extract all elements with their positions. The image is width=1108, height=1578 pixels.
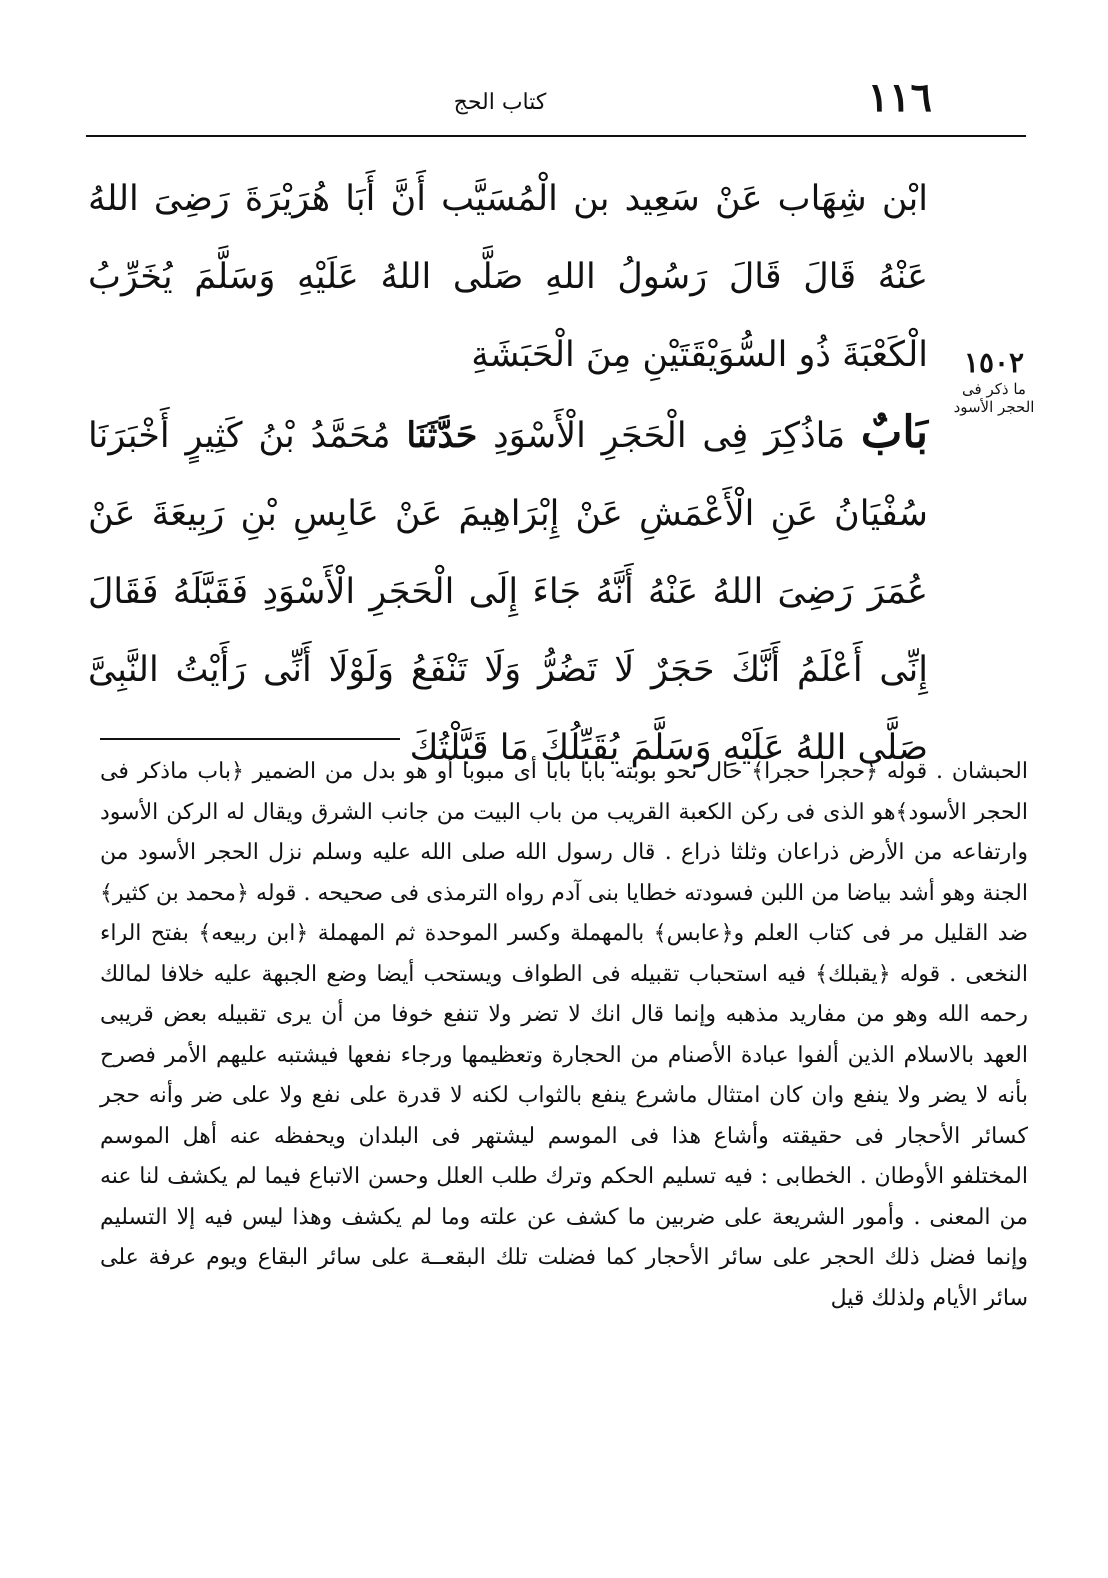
hadith-number: ١٥٠٢ (963, 346, 1025, 379)
hadith-1: ابْن شِهَاب عَنْ سَعِيد بن الْمُسَيَّب أَنَّ أَبَا هُرَيْرَةَ رَضِىَ اللهُ عَنْهُ قَالَ قَالَ رَسُولُ اللهِ صَلَّى اللهُ عَلَيْهِ وَسَلَّمَ يُخَرِّبُ الْكَعْبَةَ ذُو السُّوَيْقَتَيْنِ مِنَ الْحَبَشَةِ (88, 179, 928, 375)
page-number: ١١٦ (867, 74, 932, 121)
running-title: كتاب الحج (453, 90, 547, 115)
footnote-separator (100, 738, 400, 740)
hadith-text-block (88, 160, 928, 787)
haddathana-word: حَدَّثَنَا (406, 415, 478, 456)
margin-chapter-title: ما ذكر فى الحجر الأسود (953, 380, 1035, 416)
bab-label: بَابٌ (860, 407, 928, 458)
commentary-block: الحبشان . قوله ﴿حجرا حجرا﴾ حال نحو بوبته بابا بابا أى مبوبا أو هو بدل من الضمير ﴿باب ماذكر فى الحجر الأسود﴾هو الذى فى ركن الكعبة القريب من باب البيت من جانب الشرق ويقال له الركن الأسود وارتفاعه من الأرض ذراعان وثلثا ذراع . قال رسول الله صلى الله عليه وسلم نزل الحجر الأسود من الجنة وهو أشد بياضا من اللبن فسودته خطايا بنى آدم رواه الترمذى فى صحيحه . قوله ﴿محمد بن كثير﴾ ضد القليل مر فى كتاب العلم و﴿عابس﴾ بالمهملة وكسر الموحدة ثم المهملة ﴿ابن ربيعه﴾ بفتح الراء النخعى . قوله ﴿يقبلك﴾ فيه استحباب تقبيله فى الطواف ويستحب أيضا وضع الجبهة عليه خلافا لمالك رحمه الله وهو من مفاريد مذهبه وإنما قال انك لا تضر ولا تنفع خوفا من أن يرى تقبيله بعض قريبى العهد بالاسلام الذين ألفوا عبادة الأصنام من الحجارة وتعظيمها ورجاء نفعها فيشتبه عليهم الأمر فصرح بأنه لا يضر ولا ينفع وان كان امتثال ماشرع ينفع بالثواب لكنه لا قدرة على نفع ولا على ضر وأنه حجر كسائر الأحجار فى حقيقته وأشاع هذا فى الموسم ليشتهر فى البلدان ويحفظه عنه أهل الموسم المختلفو الأوطان . الخطابى : فيه تسليم الحكم وترك طلب العلل وحسن الاتباع فيما لم يكشف لنا عنه من المعنى . وأمور الشريعة على ضربين ما كشف عن علته وما لم يكشف وهذا ليس فيه إلا التسليم وإنما فضل ذلك الحجر على سائر الأحجار كما فضلت تلك البقعــة على سائر البقاع ويوم عرفة على سائر الأيام ولذلك قيل (100, 759, 1028, 1311)
chapter-heading (477, 407, 928, 458)
bab-title: مَاذُكِرَ فِى الْحَجَرِ الْأَسْوَدِ (493, 416, 846, 456)
header-rule (86, 135, 1026, 137)
hadith-2: مُحَمَّدُ بْنُ كَثِيرٍ أَخْبَرَنَا سُفْيَانُ عَنِ الْأَعْمَشِ عَنْ إِبْرَاهِيمَ عَنْ عَابِسِ بْنِ رَبِيعَةَ عَنْ عُمَرَ رَضِىَ اللهُ عَنْهُ أَنَّهُ جَاءَ إِلَى الْحَجَرِ الْأَسْوَدِ فَقَبَّلَهُ فَقَالَ إِنِّى أَعْلَمُ أَنَّكَ حَجَرٌ لَا تَضُرُّ وَلَا تَنْفَعُ وَلَوْلَا أَنِّى رَأَيْتُ النَّبِىَّ صَلَّى اللهُ عَلَيْهِ وَسَلَّمَ يُقَبِّلُكَ مَا قَبَّلْتُكَ (88, 416, 928, 768)
margin-note (944, 346, 1044, 416)
